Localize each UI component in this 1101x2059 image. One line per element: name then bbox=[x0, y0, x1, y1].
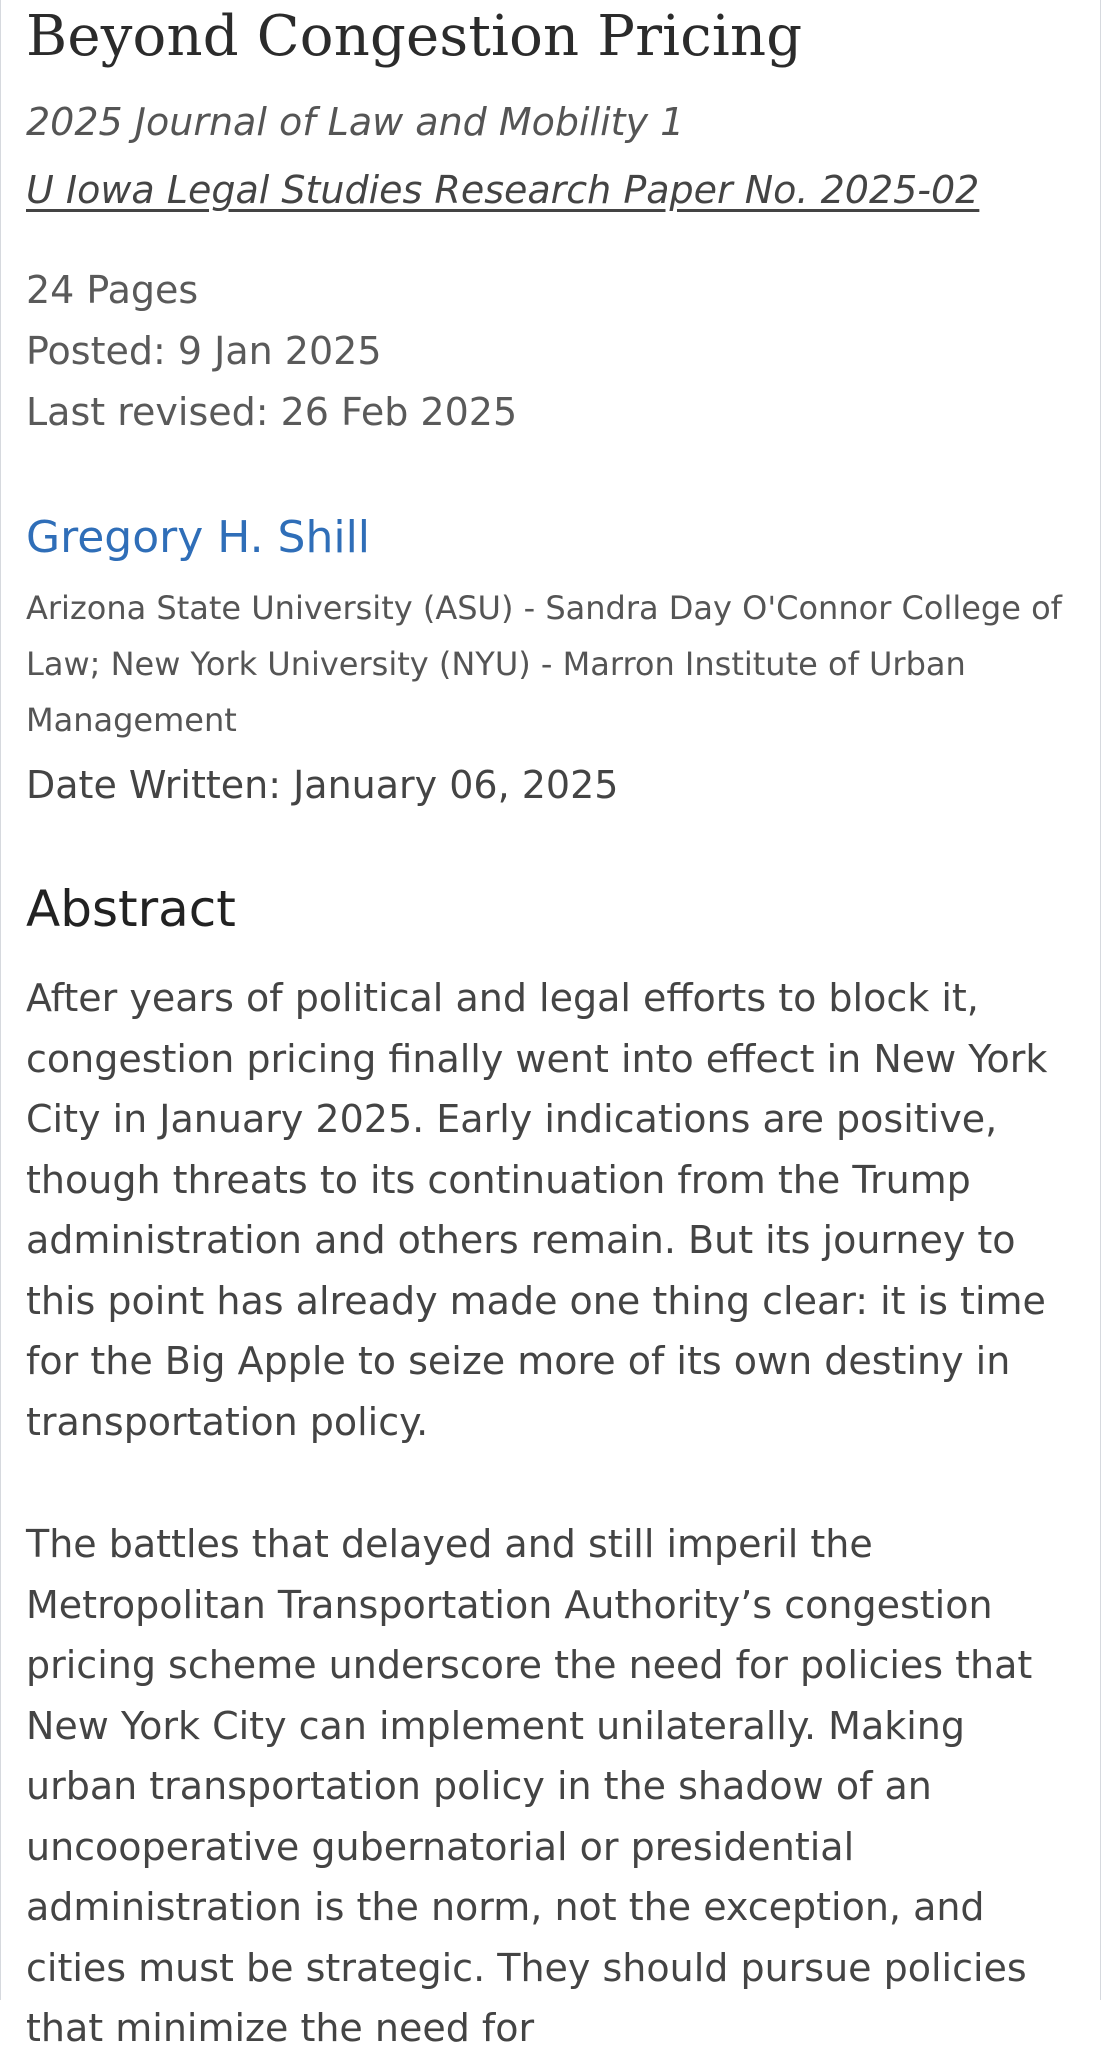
research-paper-series-link[interactable]: U Iowa Legal Studies Research Paper No. 2025-02 bbox=[26, 168, 980, 212]
posted-date: Posted: 9 Jan 2025 bbox=[26, 329, 382, 373]
abstract-paragraph-1: After years of political and legal efforts to block it, congestion pricing finally went into effect in New York City in January 2025. Early indications are positive, though threats to its continuation from the Trump administration and others remain. But its journey to this point has already made one thing clear: it is time for the Big Apple to seize more of its own destiny in transportation policy. bbox=[26, 976, 1048, 1444]
journal-citation: 2025 Journal of Law and Mobility 1 bbox=[26, 100, 685, 144]
page-count: 24 Pages bbox=[26, 268, 199, 312]
abstract-heading: Abstract bbox=[26, 880, 236, 938]
last-revised-date: Last revised: 26 Feb 2025 bbox=[26, 390, 518, 434]
date-written: Date Written: January 06, 2025 bbox=[26, 763, 619, 807]
abstract-paragraph-2: The battles that delayed and still imperil the Metropolitan Transportation Authority’s congestion pricing scheme underscore the need for policies that New York City can implement unilaterally. Making urban transportation policy in the shadow of an uncooperative gubernatorial or presidential administration is the norm, not the exception, and cities must be strategic. They should pursue policies that minimize the need for bbox=[26, 1522, 1033, 2050]
author-link[interactable]: Gregory H. Shill bbox=[26, 512, 371, 563]
paper-title: Beyond Congestion Pricing bbox=[26, 4, 803, 69]
author-affiliation: Arizona State University (ASU) - Sandra Day O'Connor College of Law; New York University (NYU) - Marron Institute of Urban Management bbox=[26, 589, 1062, 739]
